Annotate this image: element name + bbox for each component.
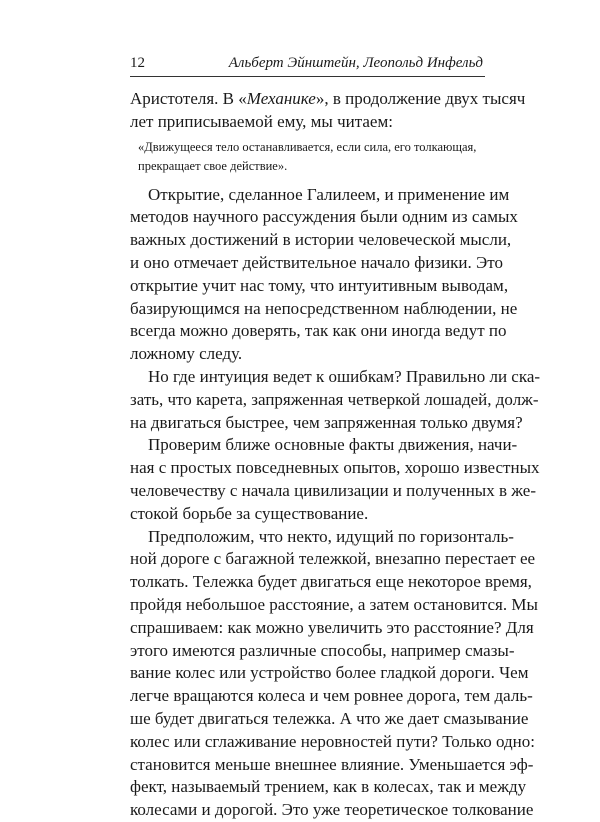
paragraph-line: человечеству с начала цивилизации и полученных в же- [130, 480, 536, 500]
intro-line-1 [130, 88, 526, 111]
paragraph-line: на двигаться быстрее, чем запряженная только двумя? [130, 412, 523, 432]
paragraph-line: толкать. Тележка будет двигаться еще некоторое время, [130, 572, 532, 592]
running-head-title: Альберт Эйнштейн, Леопольд Инфельд [228, 55, 483, 71]
paragraph-line: Но где интуиция ведет к ошибкам? Правильно ли ска- [148, 366, 541, 386]
paragraph-line: базирующимся на непосредственном наблюдении, не [130, 298, 518, 318]
body-text [130, 88, 541, 822]
paragraph-line: методов научного рассуждения были одним из самых [130, 207, 518, 227]
quote-block [130, 138, 485, 176]
intro-line-2: лет приписываемой ему, мы читаем: [130, 111, 393, 131]
paragraph-cart [130, 526, 538, 822]
paragraph-line: зать, что карета, запряженная четверкой лошадей, долж- [130, 389, 539, 409]
paragraph-line: ной дороге с багажной тележкой, внезапно перестает ее [130, 549, 536, 569]
paragraph-line: и оно отмечает действительное начало физики. Это [130, 252, 503, 272]
quote-line-2: прекращает свое действие». [138, 158, 288, 173]
paragraph-line: открытие учит нас тому, что интуитивным выводам, [130, 275, 509, 295]
paragraph-line: колесами и дорогой. Это уже теоретическое толкование [130, 800, 534, 820]
paragraph-intuition [130, 366, 541, 434]
paragraph-line: ложному следу. [130, 344, 243, 364]
paragraph-line: Проверим ближе основные факты движения, начи- [148, 435, 518, 455]
paragraph-line: важных достижений в истории человеческой мысли, [130, 230, 512, 250]
quote-line-1: «Движущееся тело останавливается, если сила, его толкающая, [138, 139, 477, 154]
intro-line-1-emphasis: Механике [246, 89, 316, 108]
paragraph-line: этого имеются различные способы, например смазы- [130, 640, 515, 660]
paragraph-line: вание колес или устройство более гладкой дороги. Чем [130, 663, 529, 683]
paragraph-line: всегда можно доверять, так как они иногда ведут по [130, 321, 507, 341]
page-number: 12 [130, 55, 145, 71]
running-head [130, 52, 485, 74]
paragraph-line: Открытие, сделанное Галилеем, и применение им [148, 184, 510, 204]
paragraph-line: становится меньше внешнее влияние. Уменьшается эф- [130, 754, 534, 774]
paragraph-line: колес или сглаживание неровностей пути? Только одно: [130, 731, 535, 751]
paragraph-line: Предположим, что некто, идущий по горизонталь- [148, 526, 514, 546]
paragraph-line: спрашиваем: как можно увеличить это расстояние? Для [130, 617, 534, 637]
paragraph-line: пройдя небольшое расстояние, а затем остановится. Мы [130, 594, 538, 614]
paragraph-line: легче вращаются колеса и чем ровнее дорога, тем даль- [130, 686, 533, 706]
intro-line-1-after: », в продолжение двух тысяч [315, 89, 526, 108]
paragraph-galileo [130, 184, 518, 366]
paragraph-line: ше будет двигаться тележка. А что же дает смазывание [130, 708, 529, 728]
intro-line-1-before: Аристотеля. В « [130, 89, 247, 108]
header-rule [130, 76, 485, 77]
paragraph-basic-facts [130, 434, 540, 525]
paragraph-line: фект, называемый трением, как в колесах, так и между [130, 777, 527, 797]
paragraph-line: ная с простых повседневных опытов, хорошо известных [130, 458, 540, 478]
paragraph-line: стокой борьбе за существование. [130, 503, 369, 523]
